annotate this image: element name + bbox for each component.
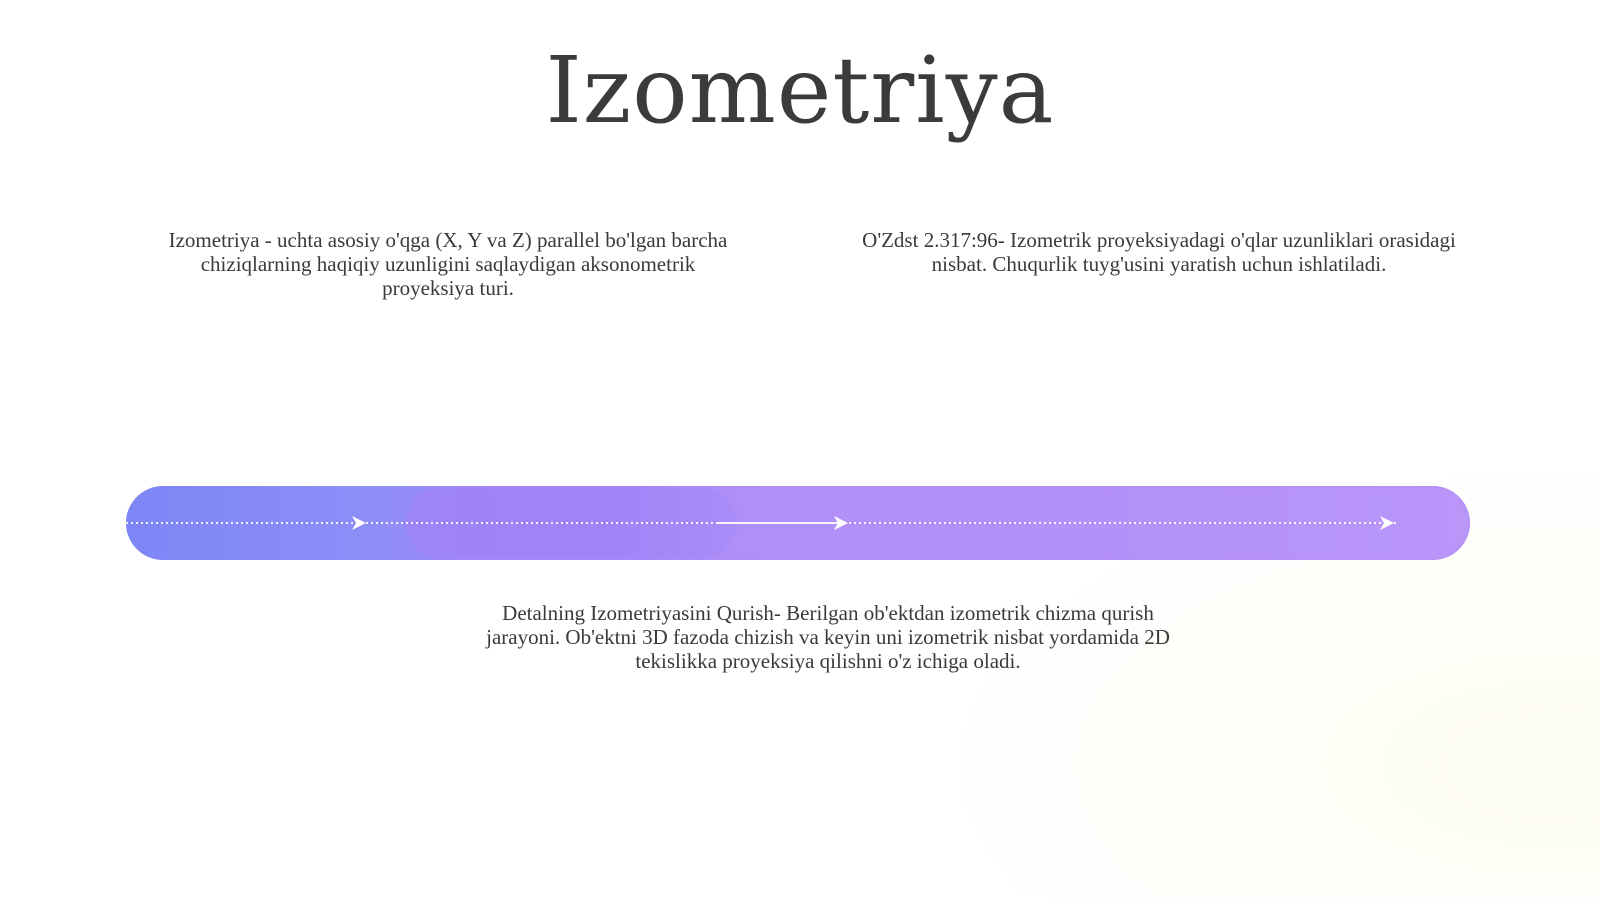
arrow-right-icon bbox=[352, 516, 366, 530]
construction-text: Detalning Izometriyasini Qurish- Berilgan ob'ektdan izometrik chizma qurish jarayoni. Ob'ektni 3D fazoda chizish va keyin uni izometrik nisbat yordamida 2D tekislikka proyeksiya qilishni o'z ichiga oladi. bbox=[486, 601, 1170, 673]
arrow-right-icon bbox=[1380, 516, 1394, 530]
definition-text: Izometriya - uchta asosiy o'qga (X, Y va Z) parallel bo'lgan barcha chiziqlarning haqiqiy uzunligini saqlaydigan aksonometrik proyeksiya turi. bbox=[168, 228, 728, 300]
timeline-track bbox=[126, 486, 1470, 560]
slide-title: Izometriya bbox=[545, 37, 1055, 144]
standard-text: O'Zdst 2.317:96- Izometrik proyeksiyadagi o'qlar uzunliklari orasidagi nisbat. Chuqurlik tuyg'usini yaratish uchun ishlatiladi. bbox=[862, 228, 1456, 276]
